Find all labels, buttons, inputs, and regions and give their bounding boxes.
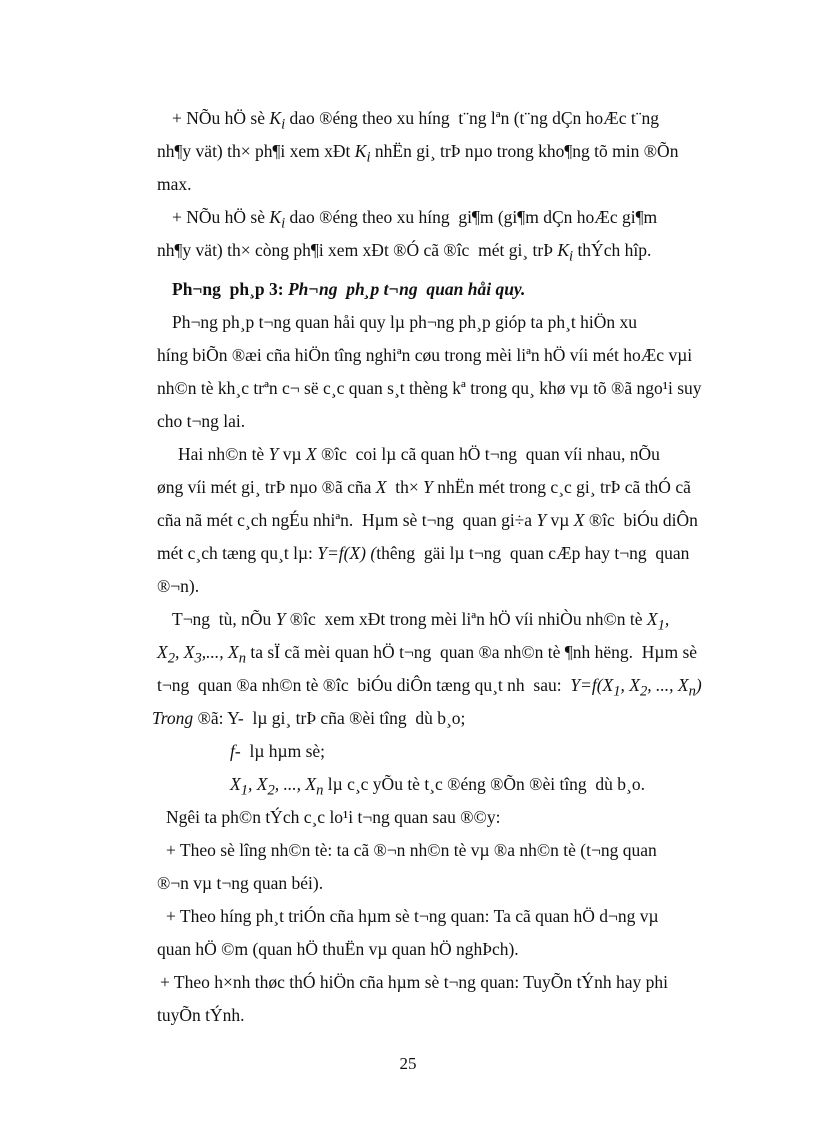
line-13: cña nã mét c¸ch ngÉu nhiªn. Hµm sè t¬ng quan gi÷a Y vµ X ®îc biÓu diÔn: [157, 510, 698, 530]
line-8: híng biÕn ®æi cña hiÖn tîng nghiªn cøu trong mèi liªn hÖ víi mét hoÆc vµi: [157, 345, 693, 365]
line-10: cho t¬ng lai.: [157, 411, 246, 431]
line-1: + NÕu hÖ sè $K_i$ dao ®éng theo xu híng t¨ng lªn (t¨ng dÇn hoÆc t¨ng: [172, 108, 660, 133]
line-17: $X_2$, $X_3$,..., $X_n$ ta sÏ cã mèi quan hÖ t¬ng quan ®a nh©n tè ¶nh hëng. Hµm sè: [157, 642, 698, 667]
line-21: $X_1$, $X_2$, ..., $X_n$ lµ c¸c yÕu tè t¸c ®éng ®Õn ®èi tîng dù b¸o.: [230, 774, 646, 799]
line-18: t¬ng quan ®a nh©n tè ®îc biÓu diÔn tæng qu¸t nh sau: $Y=f(X_1$, $X_2$, ..., $X_n$): [157, 675, 702, 700]
line-7: Ph¬ng ph¸p t¬ng quan håi quy lµ ph¬ng ph¸p gióp ta ph¸t hiÖn xu: [172, 312, 638, 332]
line-2: nh¶y vät) th× ph¶i xem xÐt $K_i$ nhËn gi¸ trÞ nµo trong kho¶ng tõ min ®Õn: [157, 141, 679, 166]
line-14: mét c¸ch tæng qu¸t lµ: Y=f(X) (thêng gäi lµ t¬ng quan cÆp hay t¬ng quan: [157, 543, 690, 563]
line-23: + Theo sè lîng nh©n tè: ta cã ®¬n nh©n tè vµ ®a nh©n tè (t¬ng quan: [166, 840, 657, 860]
line-5: nh¶y vät) th× còng ph¶i xem xÐt ®Ó cã ®îc mét gi¸ trÞ $K_i$ thÝch hîp.: [157, 240, 652, 265]
line-24: ®¬n vµ t¬ng quan béi).: [157, 873, 324, 893]
line-27: + Theo h×nh thøc thÓ hiÖn cña hµm sè t¬ng quan: TuyÕn tÝnh hay phi: [160, 972, 668, 992]
line-22: Ngêi ta ph©n tÝch c¸c lo¹i t¬ng quan sau ®©y:: [166, 807, 501, 827]
line-25: + Theo híng ph¸t triÓn cña hµm sè t¬ng quan: Ta cã quan hÖ d¬ng vµ: [166, 906, 659, 926]
line-12: øng víi mét gi¸ trÞ nµo ®ã cña X th× Y nhËn mét trong c¸c gi¸ trÞ cã thÓ cã: [157, 477, 691, 497]
line-3: max.: [157, 174, 192, 194]
line-26: quan hÖ ©m (quan hÖ thuËn vµ quan hÖ nghÞch).: [157, 939, 519, 959]
line-28: tuyÕn tÝnh.: [157, 1005, 245, 1025]
page-number: 25: [399, 1054, 417, 1073]
line-16: T¬ng tù, nÕu Y ®îc xem xÐt trong mèi liªn hÖ víi nhiÒu nh©n tè $X_1$,: [172, 609, 670, 634]
line-20: f- lµ hµm sè;: [230, 741, 326, 761]
section-heading: Ph¬ng ph¸p 3: Ph¬ng ph¸p t¬ng quan håi quy.: [172, 279, 526, 299]
line-9: nh©n tè kh¸c trªn c¬ së c¸c quan s¸t thèng kª trong qu¸ khø vµ tõ ®ã ngo¹i suy: [157, 378, 702, 398]
line-15: ®¬n).: [157, 576, 200, 596]
line-19: Trong ®ã: Y- lµ gi¸ trÞ cña ®èi tîng dù b¸o;: [152, 708, 466, 728]
line-4: + NÕu hÖ sè $K_i$ dao ®éng theo xu híng gi¶m (gi¶m dÇn hoÆc gi¶m: [172, 207, 658, 232]
line-11: Hai nh©n tè Y vµ X ®îc coi lµ cã quan hÖ t¬ng quan víi nhau, nÕu: [178, 444, 660, 464]
